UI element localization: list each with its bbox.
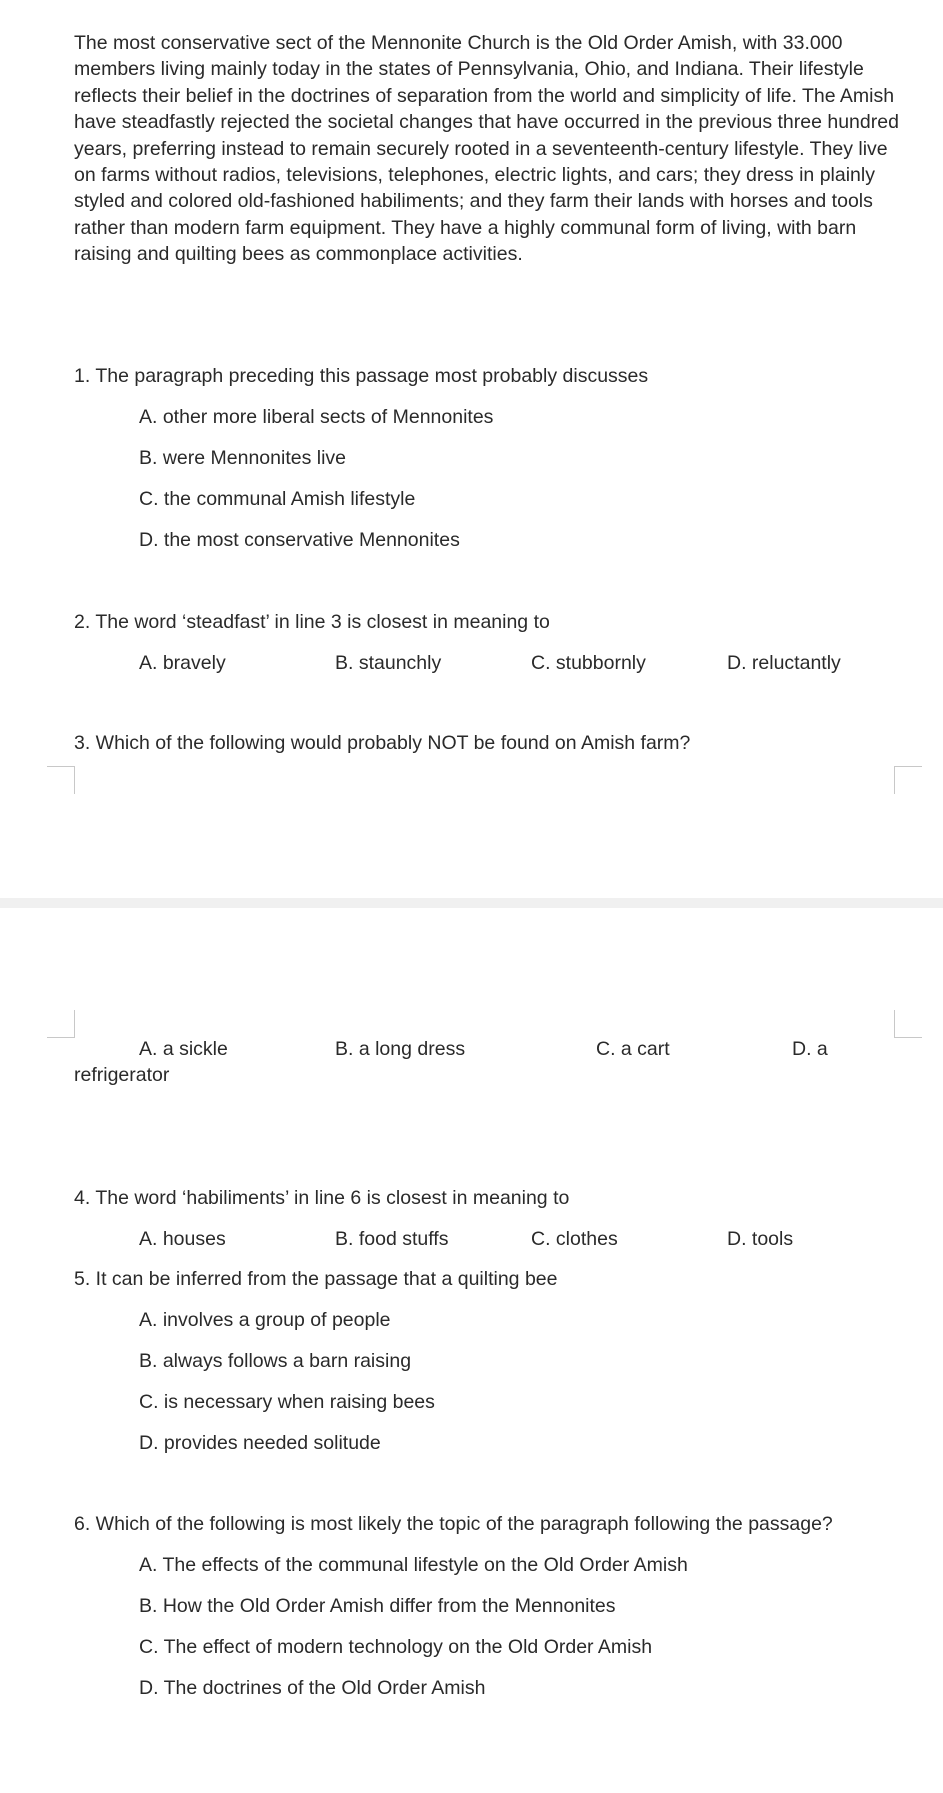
question-5-option-a: A. involves a group of people — [139, 1309, 391, 1331]
question-6-option-d: D. The doctrines of the Old Order Amish — [139, 1677, 486, 1699]
question-4-option-b: B. food stuffs — [335, 1228, 449, 1250]
question-1-option-d: D. the most conservative Mennonites — [139, 529, 460, 551]
page-break — [0, 898, 943, 908]
question-1-option-a: A. other more liberal sects of Mennonites — [139, 406, 494, 428]
question-2-stem: 2. The word ‘steadfast’ in line 3 is closest in meaning to — [74, 611, 550, 633]
question-6-stem: 6. Which of the following is most likely the topic of the paragraph following the passage? — [74, 1513, 833, 1535]
question-3-option-b: B. a long dress — [335, 1038, 466, 1060]
page-margin-corner-top-left — [47, 766, 75, 794]
question-4-stem: 4. The word ‘habiliments’ in line 6 is closest in meaning to — [74, 1187, 570, 1209]
question-3-option-a: A. a sickle — [139, 1038, 228, 1060]
question-1-option-c: C. the communal Amish lifestyle — [139, 488, 416, 510]
reading-passage: The most conservative sect of the Mennonite Church is the Old Order Amish, with 33.000 members living mainly today in the states of Pennsylvania, Ohio, and Indiana. Their lifestyle reflects their belief in the doctrines of separation from the world and simplicity of life. The Amish have steadfastly rejected the societal changes that have occurred in the previous three hundred years, preferring instead to remain securely rooted in a seventeenth-century lifestyle. They live on farms without radios, televisions, telephones, electric lights, and cars; they dress in plainly styled and colored old-fashioned habiliments; and they farm their lands with horses and tools rather than modern farm equipment. They have a highly communal form of living, with barn raising and quilting bees as commonplace activities. — [74, 32, 899, 266]
question-5-option-c: C. is necessary when raising bees — [139, 1391, 435, 1413]
page-margin-corner-top-right — [894, 766, 922, 794]
question-6-option-a: A. The effects of the communal lifestyle on the Old Order Amish — [139, 1554, 688, 1576]
question-5-option-d: D. provides needed solitude — [139, 1432, 381, 1454]
question-1-stem: 1. The paragraph preceding this passage most probably discusses — [74, 365, 649, 387]
page-margin-corner-bottom-right — [894, 1010, 922, 1038]
question-5-option-b: B. always follows a barn raising — [139, 1350, 412, 1372]
question-1-option-b: B. were Mennonites live — [139, 447, 347, 469]
question-6-option-c: C. The effect of modern technology on the Old Order Amish — [139, 1636, 653, 1658]
question-2-option-b: B. staunchly — [335, 652, 442, 674]
question-4-option-a: A. houses — [139, 1228, 226, 1250]
question-4-option-c: C. clothes — [531, 1228, 618, 1250]
question-3-option-c: C. a cart — [596, 1038, 670, 1060]
question-2-option-c: C. stubbornly — [531, 652, 646, 674]
question-5-stem: 5. It can be inferred from the passage that a quilting bee — [74, 1268, 558, 1290]
question-3-option-d-continued: refrigerator — [74, 1064, 170, 1086]
question-3-option-d: D. a — [792, 1038, 828, 1060]
question-6-option-b: B. How the Old Order Amish differ from the Mennonites — [139, 1595, 616, 1617]
question-3-stem: 3. Which of the following would probably NOT be found on Amish farm? — [74, 732, 691, 754]
question-2-option-d: D. reluctantly — [727, 652, 841, 674]
page-margin-corner-bottom-left — [47, 1010, 75, 1038]
question-4-option-d: D. tools — [727, 1228, 794, 1250]
question-2-option-a: A. bravely — [139, 652, 226, 674]
